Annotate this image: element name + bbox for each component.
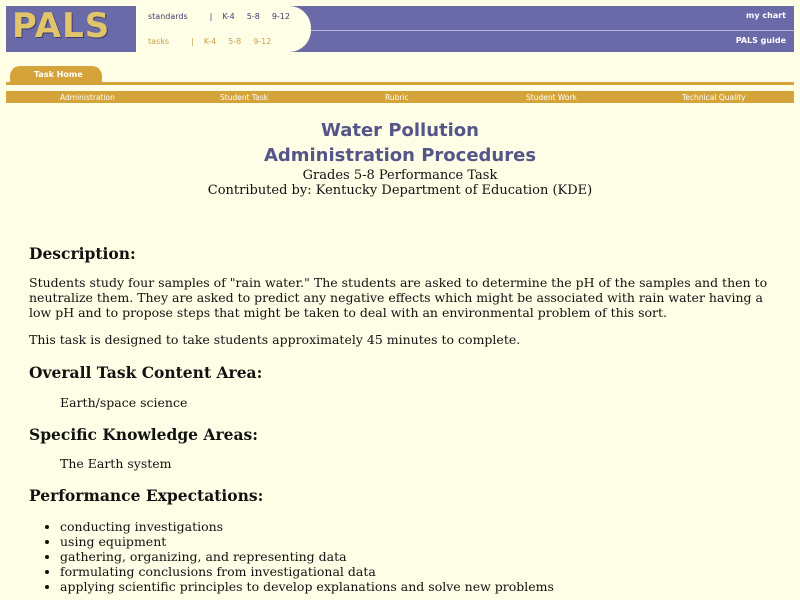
header-divider <box>311 30 794 31</box>
tasks-link[interactable]: tasks <box>148 37 170 46</box>
list-item: • using equipment <box>60 534 554 549</box>
menu-item-technical-quality[interactable]: Technical Quality <box>682 93 746 102</box>
list-item: • conducting investigations <box>60 519 554 534</box>
my-chart-link[interactable]: my chart <box>746 11 786 20</box>
duration-text: This task is designed to take students approximately 45 minutes to complete. <box>29 332 521 347</box>
standards-9-12-link[interactable]: 9-12 <box>271 12 290 21</box>
menu-item-student-work[interactable]: Student Work <box>526 93 577 102</box>
page-subtitle: Administration Procedures <box>263 145 537 166</box>
standards-k4-link[interactable]: K-4 <box>222 12 235 21</box>
knowledge-areas-heading: Specific Knowledge Areas: <box>29 425 258 444</box>
menu-item-administration[interactable]: Administration <box>60 93 115 102</box>
tasks-nav <box>148 37 283 46</box>
knowledge-areas-value: The Earth system <box>60 456 172 471</box>
description-heading: Description: <box>29 244 136 263</box>
list-item: • applying scientific principles to develop explanations and solve new problems <box>60 579 554 594</box>
tasks-k4-link[interactable]: K-4 <box>203 37 217 46</box>
nav-separator: | <box>191 37 194 46</box>
pals-guide-link[interactable]: PALS guide <box>735 36 786 45</box>
expectations-heading: Performance Expectations: <box>29 486 264 505</box>
description-text: Students study four samples of "rain water." The students are asked to determine the pH of the samples and then to neutralize them. They are asked to predict any negative effects which might be associated with rain water having a low pH and to propose steps that might be taken to deal with an environmental problem of this sort. <box>29 275 768 320</box>
pals-logo[interactable]: PALS <box>12 6 111 46</box>
standards-nav <box>148 12 302 21</box>
menu-item-rubric[interactable]: Rubric <box>385 93 409 102</box>
tasks-5-8-link[interactable]: 5-8 <box>228 37 242 46</box>
list-item: • formulating conclusions from investigational data <box>60 564 554 579</box>
page-title: Water Pollution <box>321 120 479 141</box>
standards-5-8-link[interactable]: 5-8 <box>246 12 260 21</box>
tasks-9-12-link[interactable]: 9-12 <box>253 37 272 46</box>
tab-underline <box>6 82 794 85</box>
expectations-list <box>42 519 554 594</box>
standards-link[interactable]: standards <box>148 12 188 21</box>
content-area-heading: Overall Task Content Area: <box>29 363 263 382</box>
list-item: • gathering, organizing, and representing data <box>60 549 554 564</box>
grade-level: Grades 5-8 Performance Task <box>302 168 498 183</box>
content-area-value: Earth/space science <box>60 395 188 410</box>
nav-separator: | <box>209 12 213 21</box>
contributor: Contributed by: Kentucky Department of Education (KDE) <box>207 183 593 198</box>
tab-task-home-label[interactable]: Task Home <box>34 70 83 79</box>
menu-item-student-task[interactable]: Student Task <box>220 93 269 102</box>
